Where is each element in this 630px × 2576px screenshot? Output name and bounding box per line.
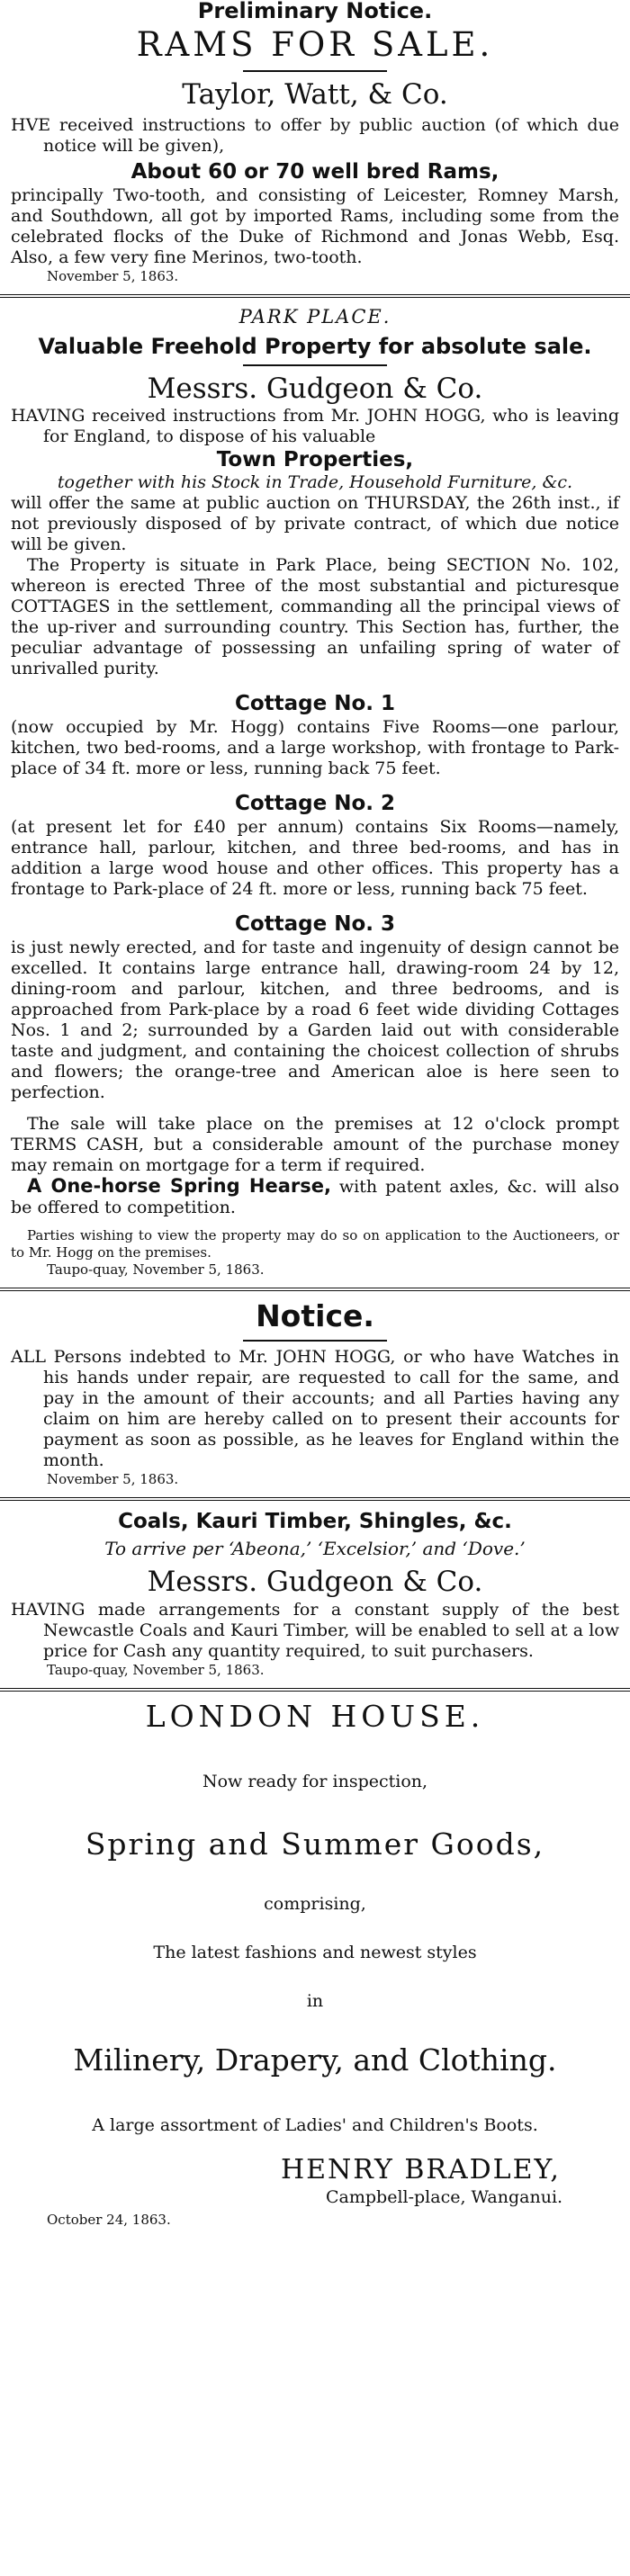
- ad5-boots: A large assortment of Ladies' and Children's Boots.: [92, 2115, 538, 2135]
- ad1-firm: Taylor, Watt, & Co.: [182, 78, 448, 111]
- ad4-date: Taupo-quay, November 5, 1863.: [47, 1662, 265, 1678]
- ad4-title: Coals, Kauri Timber, Shingles, &c.: [118, 1510, 512, 1533]
- ad-coals-timber: [0, 1508, 630, 1679]
- ad3-body: ALL Persons indebted to Mr. JOHN HOGG, or who have Watches in his hands under repair, are requested to call for the same, and pay in the amount of their accounts; and all Parties having any claim on him are hereby called on to present their accounts for payment as soon as possible, as he leaves for England within the month.: [11, 1347, 619, 1470]
- ad-park-place: [0, 305, 630, 1279]
- ad2-cottage3-head: Cottage No. 3: [234, 912, 396, 936]
- ad2-town: Town Properties,: [216, 448, 414, 471]
- ad5-date: October 24, 1863.: [47, 2212, 171, 2228]
- ad5-ready: Now ready for inspection,: [202, 1772, 428, 1791]
- ad3-rule: [243, 1340, 387, 1342]
- ad-rams-for-sale: [0, 0, 630, 285]
- separator-4: [0, 1688, 630, 1692]
- separator-3: [0, 1497, 630, 1501]
- ad2-rule: [243, 364, 387, 366]
- ad1-subhead: About 60 or 70 well bred Rams,: [130, 160, 500, 184]
- ad2-intro: HAVING received instructions from Mr. JOHN HOGG, who is leaving for England, to dispose of his valuable: [11, 406, 619, 446]
- ad5-name: HENRY BRADLEY,: [281, 2154, 561, 2186]
- ad-london-house: [0, 1699, 630, 2229]
- ad5-in: in: [306, 1991, 324, 2011]
- ad1-title: RAMS FOR SALE.: [136, 25, 494, 64]
- ad2-cottage2-head: Cottage No. 2: [234, 792, 396, 815]
- ad2-headline: Valuable Freehold Property for absolute sale.: [38, 334, 592, 359]
- ad5-goods: Spring and Summer Goods,: [85, 1827, 545, 1862]
- ad1-date: November 5, 1863.: [47, 268, 179, 284]
- ad5-latest: The latest fashions and newest styles: [153, 1943, 477, 1962]
- ad2-cottage1-body: (now occupied by Mr. Hogg) contains Five Rooms—one parlour, kitchen, two bed-rooms, and a large workshop, with frontage to Park-place of 34 ft. more or less, running back 75 feet.: [11, 717, 619, 778]
- ad2-auction: will offer the same at public auction on THURSDAY, the 26th inst., if not previously disposed of by private contract, of which due notice will be given.: [11, 493, 619, 554]
- separator-1: [0, 294, 630, 298]
- ad5-comprising: comprising,: [264, 1894, 366, 1914]
- ad5-address: Campbell-place, Wanganui.: [326, 2187, 563, 2207]
- ad5-title: LONDON HOUSE.: [145, 1699, 485, 1734]
- ad4-firm: Messrs. Gudgeon & Co.: [147, 1566, 483, 1598]
- ad1-heading: Preliminary Notice.: [197, 0, 433, 23]
- ad2-parties: Parties wishing to view the property may do so on application to the Auctioneers, or to Mr. Hogg on the premises.: [11, 1227, 619, 1261]
- ad1-rule: [243, 70, 387, 72]
- ad-notice: [0, 1298, 630, 1488]
- ad2-cottage2-body: (at present let for £40 per annum) contains Six Rooms—namely, entrance hall, parlour, kitchen, and three bed-rooms, and has in addition a large wood house and other offices. This property has a frontage to Park-place of 24 ft. more or less, running back 75 feet.: [11, 817, 619, 899]
- ad2-property: The Property is situate in Park Place, being SECTION No. 102, whereon is erected Three of the most substantial and picturesque COTTAGES in the settlement, commanding all the principal views of the up-river and surrounding country. This Section has, further, the peculiar advantage of possessing an unfailing spring of water of unrivalled purity.: [11, 555, 619, 678]
- separator-2: [0, 1288, 630, 1291]
- ad2-place: PARK PLACE.: [238, 306, 392, 328]
- ad4-arrive: To arrive per ‘Abeona,’ ‘Excelsior,’ and ‘Dove.’: [104, 1538, 526, 1559]
- ad2-sale: The sale will take place on the premises at 12 o'clock prompt TERMS CASH, but a considerable amount of the purchase money may remain on mortgage for a term if required.: [11, 1114, 619, 1175]
- ad2-date: Taupo-quay, November 5, 1863.: [47, 1261, 265, 1278]
- ad2-hearse: [11, 1176, 619, 1218]
- ad3-date: November 5, 1863.: [47, 1471, 179, 1487]
- ad2-cottage3-body: is just newly erected, and for taste and ingenuity of design cannot be excelled. It contains large entrance hall, drawing-room 24 by 12, dining-room and parlour, kitchen, and three bedrooms, and is approached from Park-place by a road 6 feet wide dividing Cottages Nos. 1 and 2; surrounded by a Garden laid out with considerable taste and judgment, and containing the choicest collection of shrubs and flowers; the orange-tree and American aloe is here seen to perfection.: [11, 938, 619, 1102]
- ad2-firm: Messrs. Gudgeon & Co.: [147, 372, 483, 405]
- ad3-title: Notice.: [256, 1298, 374, 1333]
- ad2-hearse-rest: with patent axles, &c. will also be offered to competition.: [11, 1177, 619, 1217]
- ad5-milinery: Milinery, Drapery, and Clothing.: [73, 2042, 557, 2078]
- ad1-body: principally Two-tooth, and consisting of Leicester, Romney Marsh, and Southdown, all got by imported Rams, including some from the celebrated flocks of the Duke of Richmond and Jonas Webb, Esq. Also, a few very fine Merinos, two-tooth.: [11, 185, 619, 267]
- ad2-cottage1-head: Cottage No. 1: [234, 692, 396, 715]
- ad2-together: together with his Stock in Trade, Household Furniture, &c.: [57, 472, 573, 492]
- ad1-intro: HVE received instructions to offer by public auction (of which due notice will be given),: [11, 115, 619, 156]
- ad4-body: HAVING made arrangements for a constant supply of the best Newcastle Coals and Kauri Timber, will be enabled to sell at a low price for Cash any quantity required, to suit purchasers.: [11, 1600, 619, 1661]
- ad2-hearse-bold: A One-horse Spring Hearse,: [27, 1175, 331, 1197]
